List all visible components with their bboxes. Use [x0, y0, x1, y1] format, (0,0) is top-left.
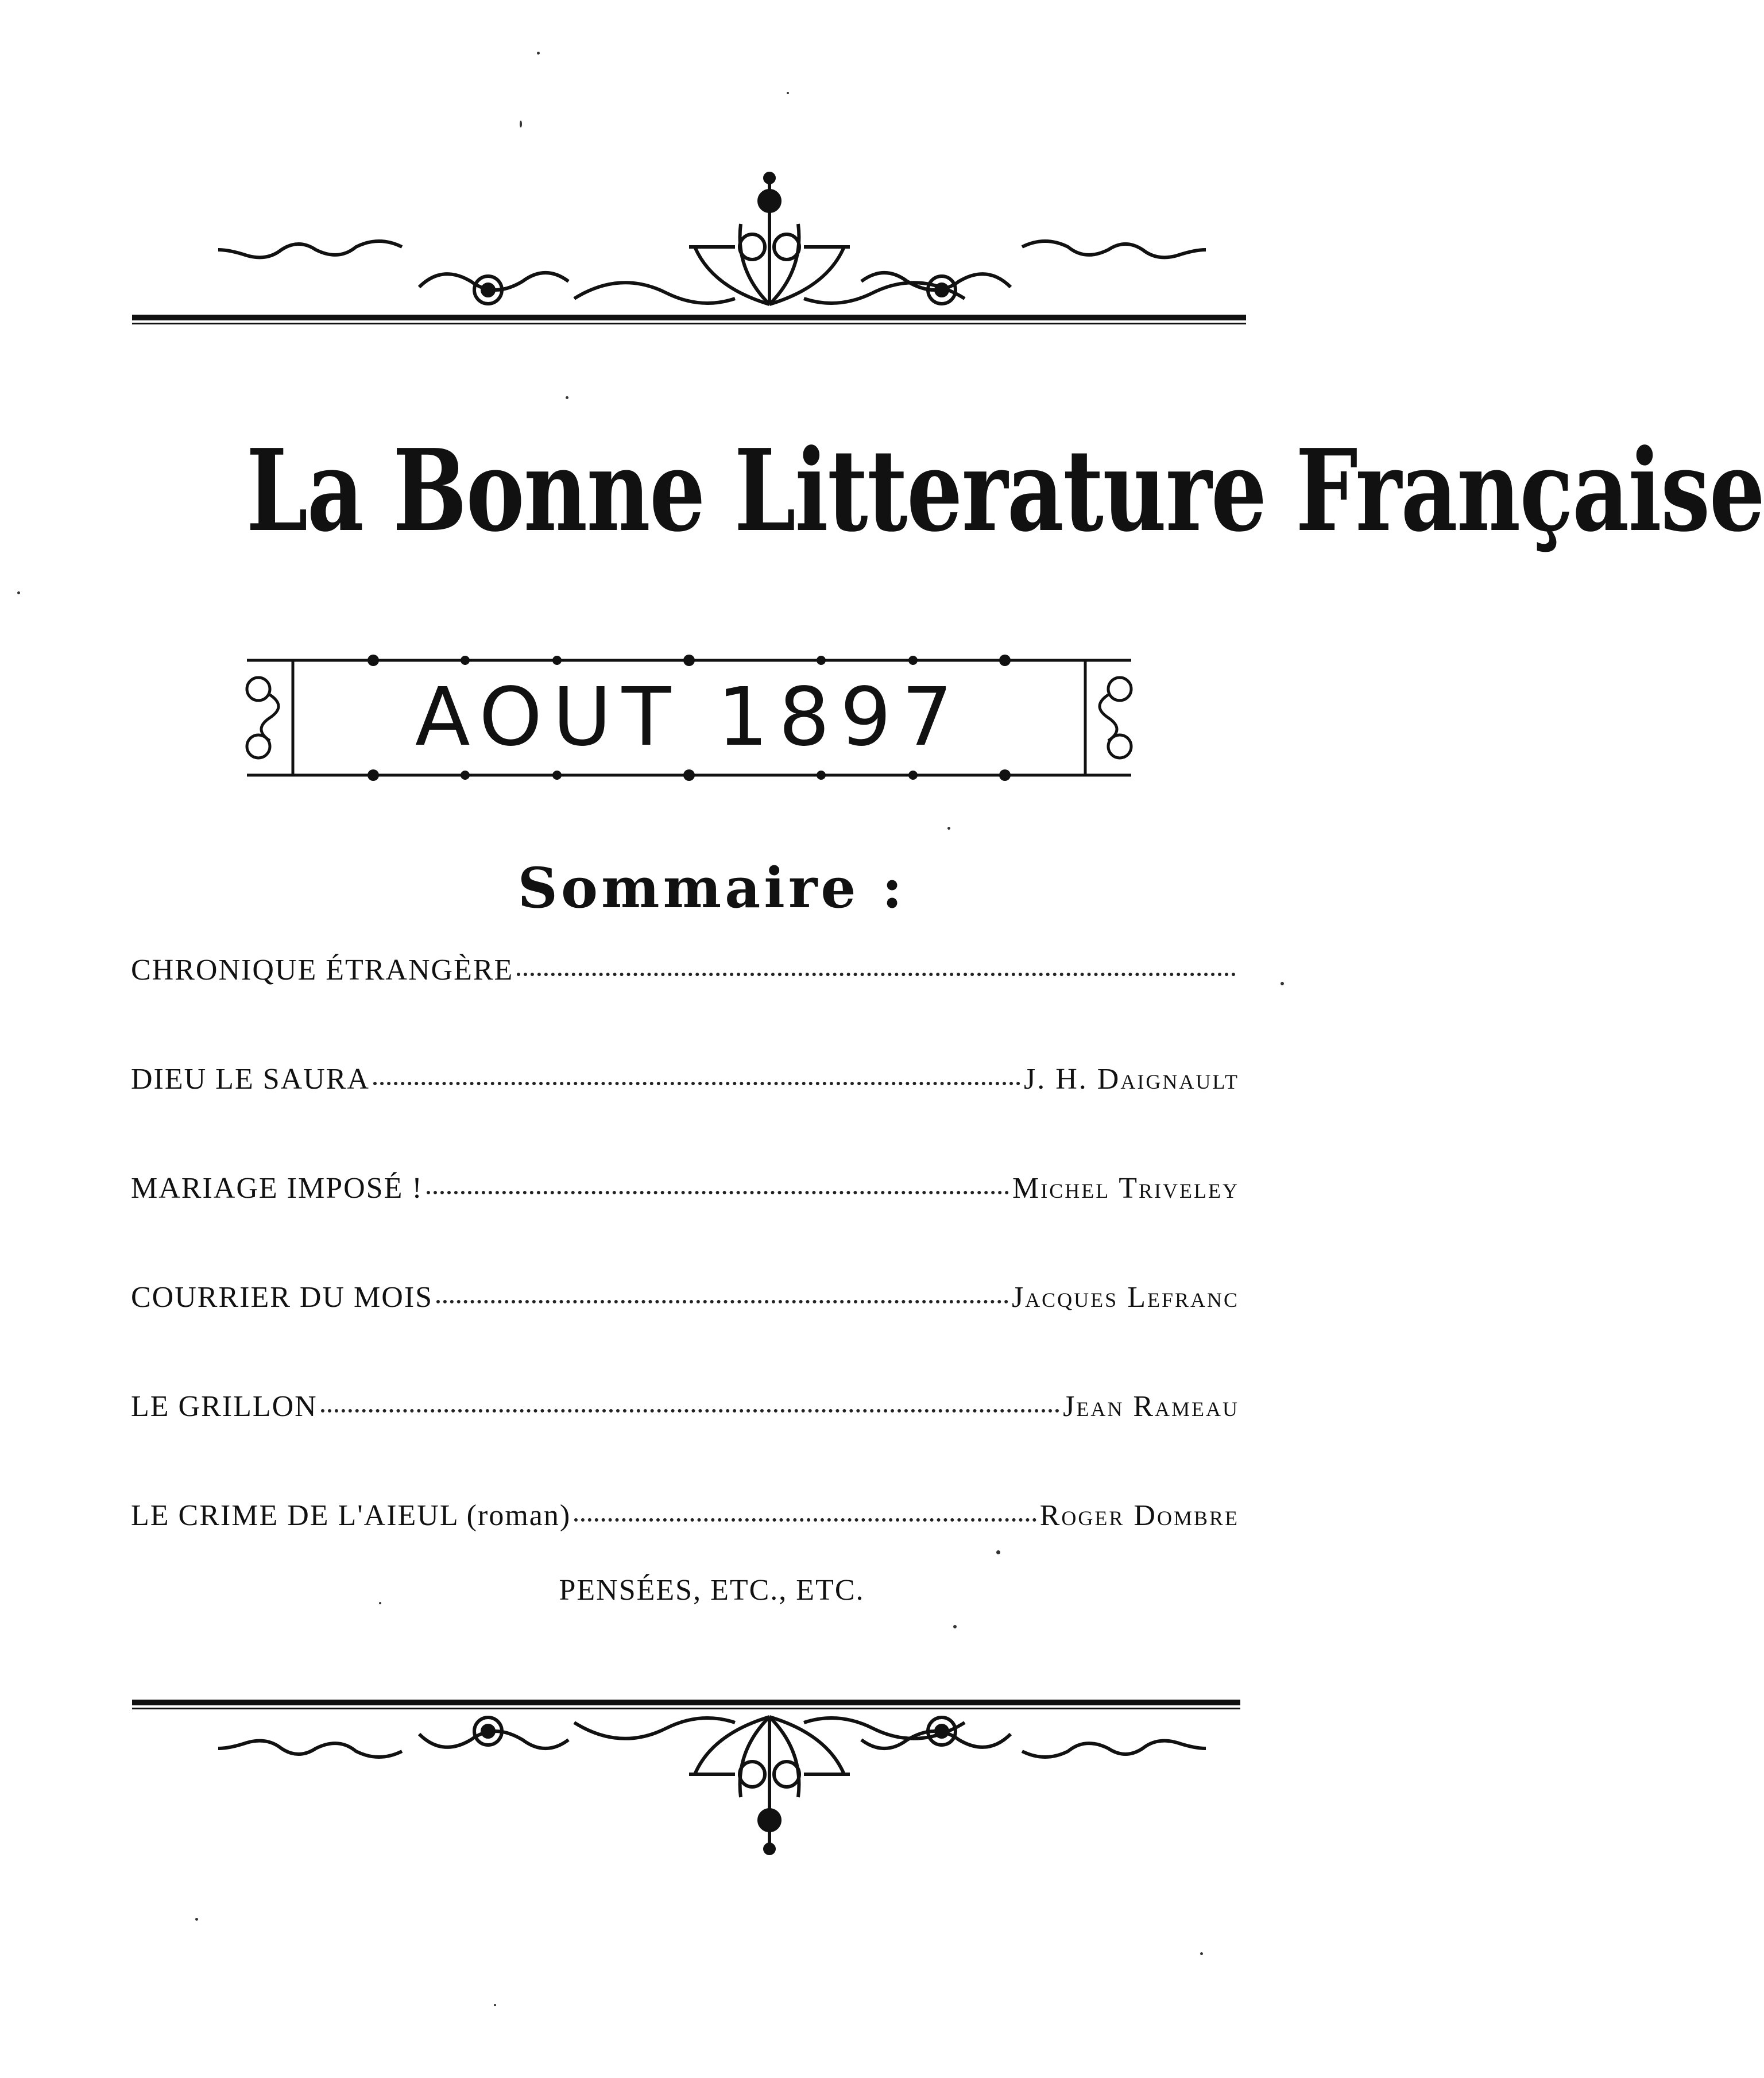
print-speck — [566, 396, 568, 399]
print-speck — [494, 2004, 496, 2006]
toc-entry-title: DIEU LE SAURA — [131, 1063, 370, 1096]
print-speck — [379, 1602, 381, 1604]
toc-entry — [131, 1390, 1239, 1499]
print-speck — [1281, 982, 1284, 985]
toc-leader-dots — [574, 1518, 1036, 1522]
toc-leader-dots — [517, 973, 1236, 976]
top-ornament — [0, 161, 1423, 333]
print-speck — [195, 1918, 198, 1921]
toc-leader-dots — [427, 1191, 1009, 1194]
table-of-contents — [131, 953, 1239, 1608]
contents-heading: Sommaire : — [517, 856, 906, 920]
toc-entry-author: Roger Dombre — [1039, 1499, 1239, 1532]
toc-entry-title: MARIAGE IMPOSÉ ! — [131, 1172, 423, 1205]
toc-entry-title: COURRIER DU MOIS — [131, 1281, 434, 1314]
print-speck — [1200, 1952, 1203, 1955]
print-speck — [996, 1550, 1000, 1554]
toc-entry-author: Jean Rameau — [1063, 1390, 1239, 1423]
toc-entry — [131, 1280, 1239, 1390]
toc-entry-title: CHRONIQUE ÉTRANGÈRE — [131, 954, 514, 986]
issue-date: AOUT 1897 — [415, 671, 964, 764]
toc-entry — [131, 1062, 1239, 1171]
toc-leader-dots — [321, 1409, 1059, 1413]
toc-entry-title: LE CRIME DE L'AIEUL (roman) — [131, 1499, 571, 1532]
contents-footer: PENSÉES, ETC., ETC. — [559, 1574, 865, 1607]
publication-title: La Bonne Litterature Française — [246, 425, 1764, 557]
toc-leader-dots — [373, 1082, 1020, 1085]
toc-entry — [131, 1171, 1239, 1280]
print-speck — [953, 1625, 957, 1628]
print-speck — [537, 52, 540, 55]
toc-entry-title: LE GRILLON — [131, 1390, 318, 1423]
toc-entry-author: Jacques Lefranc — [1011, 1281, 1239, 1314]
toc-entry-author: Michel Triveley — [1012, 1172, 1239, 1205]
print-speck — [17, 591, 20, 594]
toc-entry — [131, 953, 1239, 1062]
print-speck — [947, 827, 950, 830]
bottom-ornament — [0, 1688, 1423, 1872]
print-speck — [520, 121, 522, 127]
toc-leader-dots — [436, 1300, 1008, 1303]
toc-entry-author: J. H. Daignault — [1024, 1063, 1239, 1096]
print-speck — [787, 92, 789, 94]
